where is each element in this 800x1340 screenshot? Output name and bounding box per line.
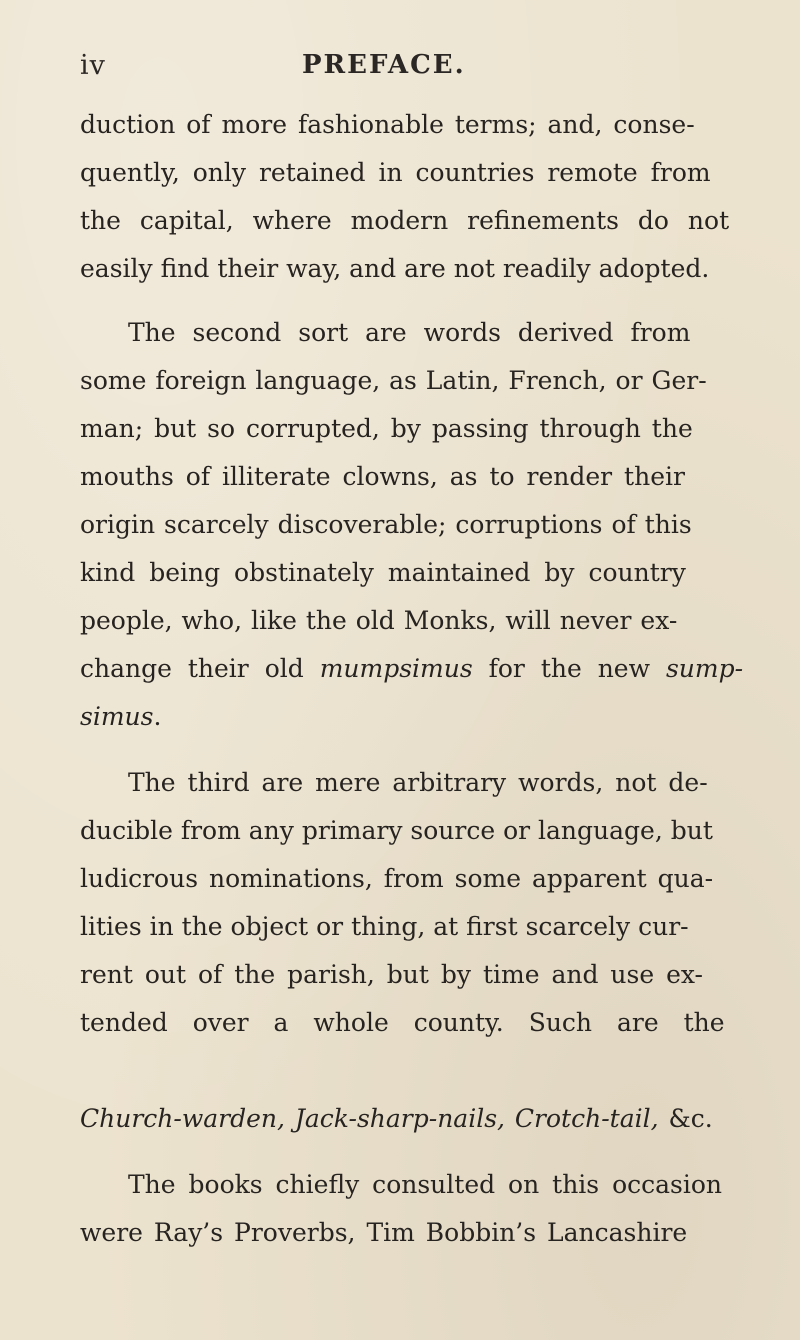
- text-line: quently, only retained in countries remote from: [80, 158, 711, 187]
- text-line: mouths of illiterate clowns, as to render their: [80, 462, 685, 491]
- page-number: iv: [80, 50, 106, 81]
- text-line: duction of more fashionable terms; and, conse-: [80, 110, 695, 139]
- italic-text-run: mumpsimus: [319, 654, 473, 683]
- text-run: .: [153, 702, 162, 731]
- italic-text-run: Church-warden, Jack-sharp-nails, Crotch-tail,: [80, 1104, 659, 1133]
- text-run: for the new: [472, 654, 666, 683]
- text-run: change their old: [80, 654, 320, 683]
- text-run: were Ray’s Proverbs, Tim Bobbin’s Lancashire: [80, 1218, 688, 1247]
- text-line: [80, 704, 161, 729]
- text-line: The second sort are words derived from: [128, 318, 691, 347]
- text-line: [80, 656, 743, 681]
- text-line: [80, 1106, 713, 1131]
- text-line: [80, 1220, 687, 1245]
- text-run: &c.: [658, 1104, 713, 1133]
- italic-text-run: simus: [80, 702, 154, 731]
- text-line: tended over a whole county. Such are the: [80, 1008, 725, 1037]
- italic-text-run: sump-: [665, 654, 744, 683]
- running-head: PREFACE.: [302, 50, 466, 80]
- text-run: The books chiefly consulted on this occasion: [128, 1170, 723, 1199]
- text-line: easily find their way, and are not readily adopted.: [80, 254, 710, 283]
- text-line: lities in the object or thing, at first scarcely cur-: [80, 912, 689, 941]
- text-line: rent out of the parish, but by time and use ex-: [80, 960, 703, 989]
- text-line: ducible from any primary source or language, but: [80, 816, 713, 845]
- text-line: origin scarcely discoverable; corruptions of this: [80, 510, 692, 539]
- text-line: people, who, like the old Monks, will never ex-: [80, 606, 678, 635]
- text-line: [128, 1172, 722, 1197]
- text-line: man; but so corrupted, by passing through the: [80, 414, 693, 443]
- text-line: some foreign language, as Latin, French, or Ger-: [80, 366, 707, 395]
- text-line: ludicrous nominations, from some apparent qua-: [80, 864, 714, 893]
- text-line: kind being obstinately maintained by country: [80, 558, 686, 587]
- text-line: The third are mere arbitrary words, not de-: [128, 768, 708, 797]
- text-line: the capital, where modern refinements do not: [80, 206, 730, 235]
